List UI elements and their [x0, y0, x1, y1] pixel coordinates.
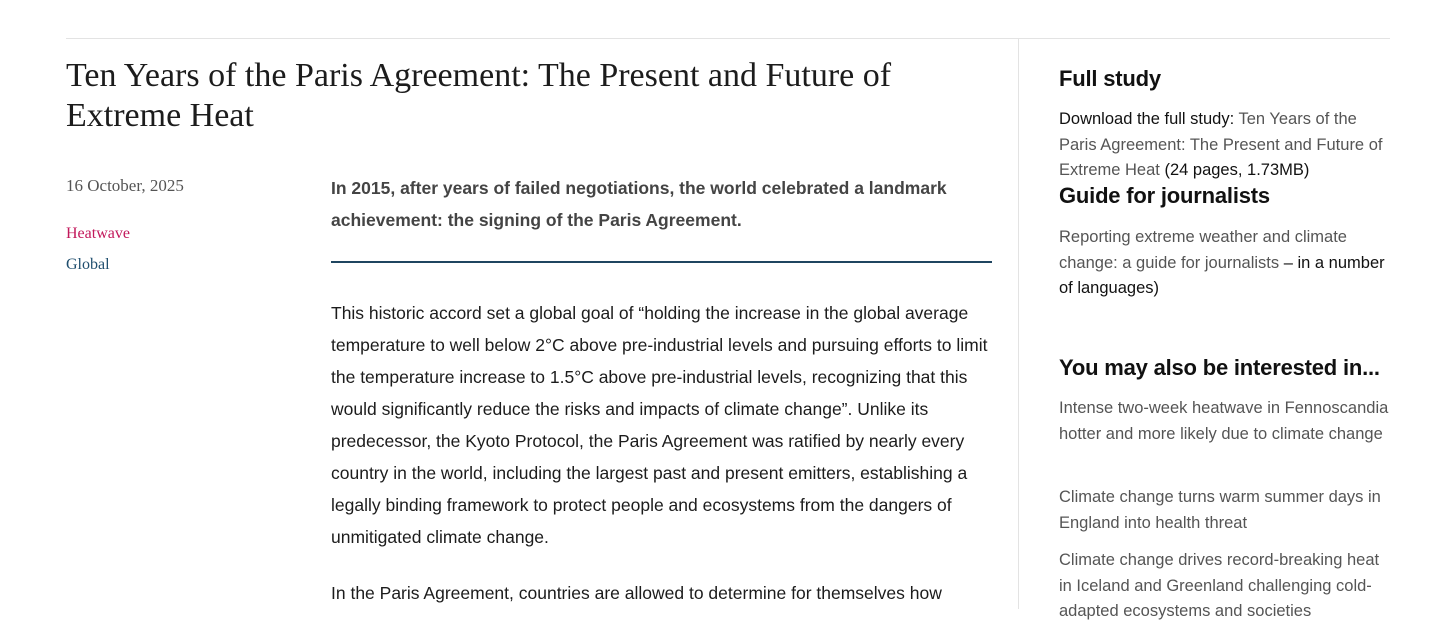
- tag-global-link[interactable]: Global: [66, 256, 110, 273]
- related-heading: You may also be interested in...: [1059, 355, 1380, 380]
- journalist-guide-text: [1059, 225, 1389, 302]
- article-paragraph: This historic accord set a global goal of “holding the increase in the global average temperature to well below 2°C above pre-industrial levels and pursuing efforts to limit the temperature increase to 1.5°C above pre-industrial levels, recognizing that this would significantly reduce the risks and impacts of climate change”. Unlike its predecessor, the Kyoto Protocol, the Paris Agreement was ratified by nearly every country in the world, including the largest past and present emitters, establishing a legally binding framework to protect people and ecosystems from the dangers of unmitigated climate change.: [331, 303, 988, 547]
- tag-heatwave-link[interactable]: Heatwave: [66, 225, 130, 242]
- journalist-guide-suffix: – in a number of languages): [1059, 253, 1385, 297]
- related-article-link[interactable]: Intense two-week heatwave in Fennoscandia hotter and more likely due to climate change: [1059, 399, 1389, 443]
- lead-divider: [331, 261, 992, 263]
- article-lead: In 2015, after years of failed negotiations, the world celebrated a landmark achievement: the signing of the Paris Agreement.: [331, 178, 947, 230]
- article-title: Ten Years of the Paris Agreement: The Present and Future of Extreme Heat: [66, 57, 892, 134]
- download-size: (24 pages, 1.73MB): [1159, 161, 1310, 179]
- sidebar-divider: [1018, 39, 1019, 609]
- article-date: 16 October, 2025: [66, 176, 184, 195]
- related-article-link[interactable]: Climate change turns warm summer days in England into health threat: [1059, 488, 1381, 532]
- related-article-link[interactable]: Climate change drives record-breaking heat in Iceland and Greenland challenging cold-adapted ecosystems and societies: [1059, 551, 1380, 620]
- article-paragraph: In the Paris Agreement, countries are allowed to determine for themselves how: [331, 583, 942, 603]
- full-study-heading: Full study: [1059, 66, 1161, 91]
- top-divider: [66, 38, 1390, 39]
- full-study-link[interactable]: Ten Years of the Paris Agreement: The Present and Future of Extreme Heat: [1059, 110, 1383, 179]
- journalist-guide-link[interactable]: Reporting extreme weather and climate change: a guide for journalists: [1059, 228, 1347, 272]
- journalist-guide-heading: Guide for journalists: [1059, 183, 1270, 208]
- full-study-download: [1059, 107, 1389, 184]
- download-prefix: Download the full study:: [1059, 110, 1239, 128]
